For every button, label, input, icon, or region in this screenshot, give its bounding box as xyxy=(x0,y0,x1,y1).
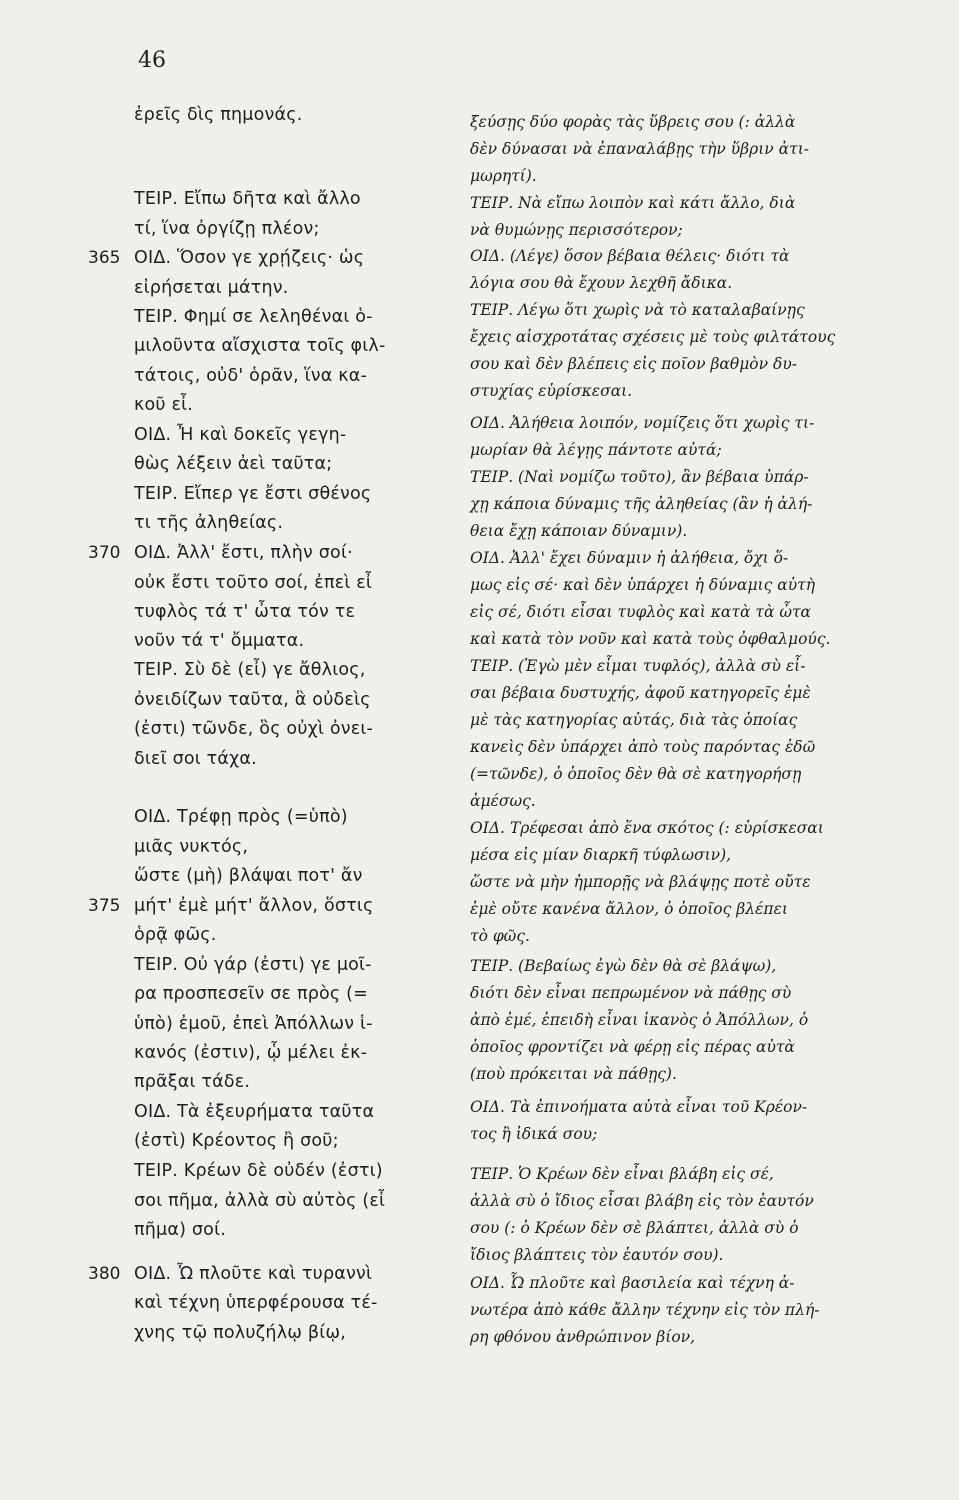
text-line: ΟΙΔ. Ἦ καὶ δοκεῖς γεγη- xyxy=(134,425,347,445)
text-line: (ἐστὶ) Κρέοντος ἢ σοῦ; xyxy=(134,1131,339,1151)
text-line: ΤΕΙΡ. Εἴπω δῆτα καὶ ἄλλο xyxy=(134,189,361,209)
text-line: σαι βέβαια δυστυχής, ἀφοῦ κατηγορεῖς ἐμὲ xyxy=(470,684,811,702)
text-line: τάτοις, οὐδ' ὁρᾶν, ἵνα κα- xyxy=(134,366,367,386)
text-line: ξεύσῃς δύο φορὰς τὰς ὕβρεις σου (: ἀλλὰ xyxy=(470,113,796,131)
text-line: ὁρᾷ φῶς. xyxy=(134,925,217,945)
text-line: ΟΙΔ. Ὦ πλοῦτε καὶ τυραννὶ xyxy=(134,1264,373,1284)
text-line: τυφλὸς τά τ' ὦτα τόν τε xyxy=(134,602,356,622)
text-line: μιᾶς νυκτός, xyxy=(134,837,249,857)
text-line: νωτέρα ἀπὸ κάθε ἄλλην τέχνην εἰς τὸν πλή- xyxy=(470,1301,820,1319)
text-line: δὲν δύνασαι νὰ ἐπαναλάβῃς τὴν ὕβριν ἀτι- xyxy=(470,140,810,158)
text-line: μως εἰς σέ· καὶ δὲν ὑπάρχει ἡ δύναμις αὐτὴ xyxy=(470,576,815,594)
text-line: ἐρεῖς δὶς πημονάς. xyxy=(134,105,303,125)
text-line: ὥστε νὰ μὴν ἠμπορῇς νὰ βλάψῃς ποτὲ οὔτε xyxy=(470,873,811,891)
verse-number: 380 xyxy=(88,1264,121,1284)
text-line: ἴδιος βλάπτεις τὸν ἑαυτόν σου). xyxy=(470,1246,724,1264)
text-line: ὁποῖος φροντίζει νὰ φέρῃ εἰς πέρας αὐτὰ xyxy=(470,1038,795,1056)
text-line: ΤΕΙΡ. Εἴπερ γε ἔστι σθένος xyxy=(134,484,372,504)
text-line: καὶ τέχνη ὑπερφέρουσα τέ- xyxy=(134,1293,378,1313)
text-line: ρα προσπεσεῖν σε πρὸς (= xyxy=(134,984,369,1004)
text-line: ἐμὲ οὔτε κανένα ἄλλον, ὁ ὁποῖος βλέπει xyxy=(470,900,788,918)
text-line: τὸ φῶς. xyxy=(470,927,530,945)
text-line: εἰρήσεται μάτην. xyxy=(134,278,289,298)
text-line: κοῦ εἶ. xyxy=(134,395,194,415)
verse-number: 370 xyxy=(88,543,121,563)
text-line: τί, ἵνα ὀργίζῃ πλέον; xyxy=(134,219,320,239)
text-line: ΟΙΔ. Τρέφεσαι ἀπὸ ἕνα σκότος (: εὑρίσκεσαι xyxy=(470,819,824,837)
text-line: ΟΙΔ. Ἀλλ' ἔχει δύναμιν ἡ ἀλήθεια, ὄχι ὅ- xyxy=(470,549,789,567)
text-line: μιλοῦντα αἴσχιστα τοῖς φιλ- xyxy=(134,336,386,356)
text-line: διότι δὲν εἶναι πεπρωμένον νὰ πάθῃς σὺ xyxy=(470,984,792,1002)
text-line: λόγια σου θὰ ἔχουν λεχθῆ ἄδικα. xyxy=(470,274,733,292)
text-line: (=τῶνδε), ὁ ὁποῖος δὲν θὰ σὲ κατηγορήσῃ xyxy=(470,765,802,783)
text-line: εἰς σέ, διότι εἶσαι τυφλὸς καὶ κατὰ τὰ ὦτα xyxy=(470,603,812,621)
text-line: τι τῆς ἀληθείας. xyxy=(134,513,284,533)
text-line: ἔχεις αἰσχροτάτας σχέσεις μὲ τοὺς φιλτάτους xyxy=(470,328,836,346)
text-line: ΤΕΙΡ. Ὁ Κρέων δὲν εἶναι βλάβη εἰς σέ, xyxy=(470,1165,774,1183)
text-line: ΤΕΙΡ. Φημί σε λεληθέναι ὁ- xyxy=(134,307,373,327)
text-line: (ποὺ πρόκειται νὰ πάθῃς). xyxy=(470,1065,677,1083)
text-line: ΟΙΔ. (Λέγε) ὅσον βέβαια θέλεις· διότι τὰ xyxy=(470,247,790,265)
text-line: μέσα εἰς μίαν διαρκῆ τύφλωσιν), xyxy=(470,846,732,864)
text-line: σου καὶ δὲν βλέπεις εἰς ποῖον βαθμὸν δυ- xyxy=(470,355,797,373)
text-line: στυχίας εὑρίσκεσαι. xyxy=(470,382,633,400)
text-line: μωρίαν θὰ λέγῃς πάντοτε αὐτά; xyxy=(470,441,722,459)
text-line: ΟΙΔ. Τὰ ἐξευρήματα ταῦτα xyxy=(134,1102,375,1122)
text-line: πρᾶξαι τάδε. xyxy=(134,1072,251,1092)
page-number: 46 xyxy=(138,48,166,73)
text-line: ΤΕΙΡ. Κρέων δὲ οὐδέν (ἐστι) xyxy=(134,1161,383,1181)
verse-number: 365 xyxy=(88,248,121,268)
text-line: κανεὶς δὲν ὑπάρχει ἀπὸ τοὺς παρόντας ἐδῶ xyxy=(470,738,816,756)
verse-number: 375 xyxy=(88,896,121,916)
text-line: διεῖ σοι τάχα. xyxy=(134,749,257,769)
text-line: ΤΕΙΡ. Λέγω ὅτι χωρὶς νὰ τὸ καταλαβαίνῃς xyxy=(470,301,805,319)
text-line: ΤΕΙΡ. (Ἐγὼ μὲν εἶμαι τυφλός), ἀλλὰ σὺ εἶ- xyxy=(470,657,806,675)
text-line: καὶ κατὰ τὸν νοῦν καὶ κατὰ τοὺς ὀφθαλμούς. xyxy=(470,630,831,648)
text-line: ΤΕΙΡ. Οὐ γάρ (ἐστι) γε μοῖ- xyxy=(134,955,372,975)
text-line: ἀπὸ ἐμέ, ἐπειδὴ εἶναι ἱκανὸς ὁ Ἀπόλλων, ὁ xyxy=(470,1011,809,1029)
text-line: ρη φθόνου ἀνθρώπινον βίον, xyxy=(470,1328,696,1346)
text-line: σοι πῆμα, ἀλλὰ σὺ αὐτὸς (εἶ xyxy=(134,1191,386,1211)
text-line: τος ἢ ἰδικά σου; xyxy=(470,1125,598,1143)
text-line: ΤΕΙΡ. Σὺ δὲ (εἶ) γε ἄθλιος, xyxy=(134,660,366,680)
text-line: πῆμα) σοί. xyxy=(134,1220,226,1240)
text-line: χνης τῷ πολυζήλῳ βίῳ, xyxy=(134,1323,346,1343)
text-line: ἀλλὰ σὺ ὁ ἴδιος εἶσαι βλάβη εἰς τὸν ἑαυτόν xyxy=(470,1192,814,1210)
text-line: κανός (ἐστιν), ᾧ μέλει ἐκ- xyxy=(134,1043,368,1063)
text-line: οὐκ ἔστι τοῦτο σοί, ἐπεὶ εἶ xyxy=(134,573,373,593)
text-line: μὲ τὰς κατηγορίας αὐτάς, διὰ τὰς ὁποίας xyxy=(470,711,798,729)
text-line: ΤΕΙΡ. (Βεβαίως ἐγὼ δὲν θὰ σὲ βλάψω), xyxy=(470,957,777,975)
text-line: ὀνειδίζων ταῦτα, ἃ οὐδεὶς xyxy=(134,690,371,710)
text-line: νὰ θυμώνῃς περισσότερον; xyxy=(470,221,683,239)
text-line: μήτ' ἐμὲ μήτ' ἄλλον, ὅστις xyxy=(134,896,374,916)
text-line: χῃ κάποια δύναμις τῆς ἀληθείας (ἂν ἡ ἀλή- xyxy=(470,495,813,513)
text-line: θὼς λέξειν ἀεὶ ταῦτα; xyxy=(134,454,333,474)
text-line: ὥστε (μὴ) βλάψαι ποτ' ἄν xyxy=(134,866,363,886)
text-line: ὑπὸ) ἐμοῦ, ἐπεὶ Ἀπόλλων ἱ- xyxy=(134,1014,373,1034)
text-line: ΤΕΙΡ. (Ναὶ νομίζω τοῦτο), ἂν βέβαια ὑπάρ- xyxy=(470,468,809,486)
text-line: ΟΙΔ. Ὦ πλοῦτε καὶ βασιλεία καὶ τέχνη ἀ- xyxy=(470,1274,795,1292)
text-line: ΟΙΔ. Ἀλλ' ἔστι, πλὴν σοί· xyxy=(134,543,353,563)
text-line: σου (: ὁ Κρέων δὲν σὲ βλάπτει, ἀλλὰ σὺ ὁ xyxy=(470,1219,799,1237)
text-line: ΟΙΔ. Τρέφῃ πρὸς (=ὑπὸ) xyxy=(134,807,348,827)
text-line: νοῦν τά τ' ὄμματα. xyxy=(134,631,305,651)
text-line: μωρητί). xyxy=(470,167,537,185)
text-line: ΤΕΙΡ. Νὰ εἴπω λοιπὸν καὶ κάτι ἄλλο, διὰ xyxy=(470,194,796,212)
text-line: ΟΙΔ. Ὅσον γε χρῄζεις· ὡς xyxy=(134,248,365,268)
text-line: (ἐστι) τῶνδε, ὃς οὐχὶ ὀνει- xyxy=(134,719,374,739)
text-line: ΟΙΔ. Ἀλήθεια λοιπόν, νομίζεις ὅτι χωρὶς τι- xyxy=(470,414,815,432)
text-line: θεια ἔχῃ κάποιαν δύναμιν). xyxy=(470,522,688,540)
text-line: ΟΙΔ. Τὰ ἐπινοήματα αὐτὰ εἶναι τοῦ Κρέον- xyxy=(470,1098,808,1116)
text-line: ἀμέσως. xyxy=(470,792,536,810)
